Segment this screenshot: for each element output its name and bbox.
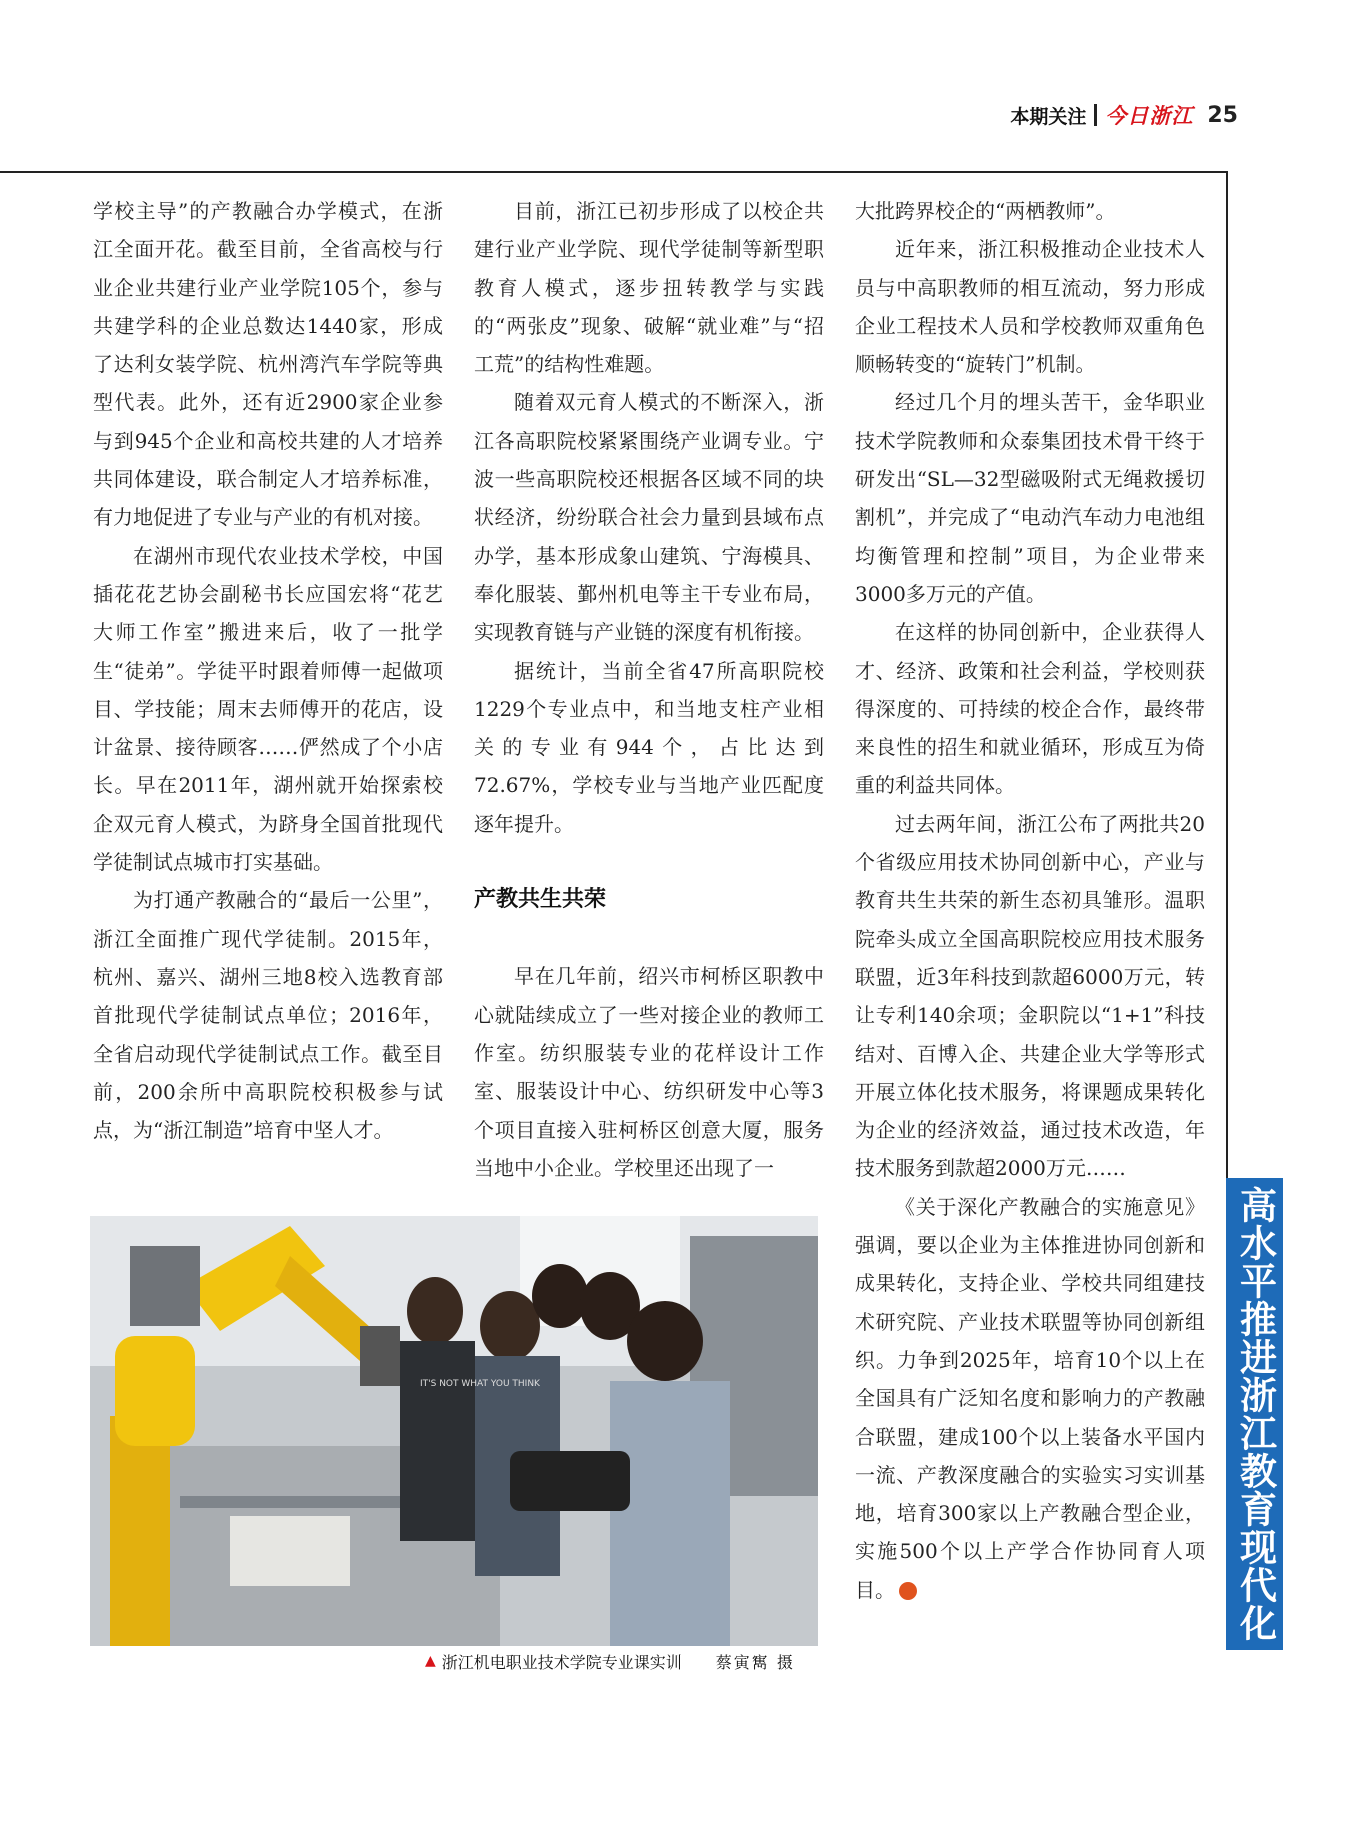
photo-illustration: [90, 1216, 818, 1646]
photo-caption: [90, 1646, 818, 1676]
fixture-plate: [230, 1516, 350, 1586]
section-subheading: 产教共生共荣: [474, 887, 607, 913]
paragraph: 随着双元育人模式的不断深入，浙江各高职院校紧紧围绕产业调专业。宁波一些高职院校还根据各区域不同的块状经济，纷纷联合社会力量到县域布点办学，基本形成象山建筑、宁海模具、奉化服装、鄞州机电等主干专业布局，实现教育链与产业链的深度有机衔接。: [474, 390, 824, 645]
paragraph: 大批跨界校企的“两栖教师”。: [855, 199, 1116, 223]
paragraph: 目前，浙江已初步形成了以校企共建行业产业学院、现代学徒制等新型职教育人模式，逐步扭转教学与实践的“两张皮”现象、破解“就业难”与“招工荒”的结构性难题。: [474, 199, 824, 377]
paragraph: 近年来，浙江积极推动企业技术人员与中高职教师的相互流动，努力形成企业工程技术人员和学校教师双重角色顺畅转变的“旋转门”机制。: [855, 237, 1205, 377]
text-column-1: [93, 192, 443, 1149]
paragraph: 过去两年间，浙江公布了两批共20个省级应用技术协同创新中心，产业与教育共生共荣的新生态初具雏形。温职院牵头成立全国高职院校应用技术服务联盟，近3年科技到款超6000万元，转让专利140余项；金职院以“1+1”科技结对、百博入企、共建企业大学等形式开展立体化技术服务，将课题成果转化为企业的经济效益，通过技术改造，年技术服务到款超2000万元……: [855, 811, 1205, 1181]
header-separator: [1094, 104, 1097, 126]
paragraph: 在这样的协同创新中，企业获得人才、经济、政策和社会利益，学校则获得深度的、可持续的校企合作，最终带来良性的招生和就业循环，形成互为倚重的利益共同体。: [855, 620, 1205, 798]
lab-photo: [90, 1216, 818, 1646]
text-column-3: [855, 192, 1205, 1609]
text-column-2: [474, 192, 824, 1187]
paragraph: 据统计，当前全省47所高职院校1229个专业点中，和当地支柱产业相关的专业有944个，占比达到72.67%，学校专业与当地产业匹配度逐年提升。: [474, 658, 824, 836]
caption-text: 浙江机电职业技术学院专业课实训: [441, 1652, 682, 1672]
top-rule: [0, 171, 1228, 173]
brand-logo: 今日浙江: [1105, 104, 1194, 128]
paragraph: 经过几个月的埋头苦干，金华职业技术学院教师和众泰集团技术骨干终于研发出“SL—32型磁吸附式无绳救援切割机”，并完成了“电动汽车动力电池组均衡管理和控制”项目，为企业带来3000多万元的产值。: [855, 390, 1205, 606]
paragraph: [855, 1188, 1205, 1609]
paragraph: 为打通产教融合的“最后一公里”，浙江全面推广现代学徒制。2015年，杭州、嘉兴、湖州三地8校入选教育部首批现代学徒制试点单位；2016年，全省启动现代学徒制试点工作。截至目前，200余所中高职院校积极参与试点，为“浙江制造”培育中坚人才。: [93, 888, 443, 1143]
topic-banner: 高水平推进浙江教育现代化: [1226, 1178, 1283, 1650]
section-label: 本期关注: [1010, 105, 1087, 128]
paragraph: 早在几年前，绍兴市柯桥区职教中心就陆续成立了一些对接企业的教师工作室。纺织服装专业的花样设计工作室、服装设计中心、纺织研发中心等3个项目直接入驻柯桥区创意大厦，服务当地中小企业。学校里还出现了一: [474, 964, 824, 1180]
side-rule: [1226, 171, 1228, 1181]
paragraph-text: 《关于深化产教融合的实施意见》强调，要以企业为主体推进协同创新和成果转化，支持企业、学校共同组建技术研究院、产业技术联盟等协同创新组织。力争到2025年，培育10个以上在全国具有广泛知名度和影响力的产教融合联盟，建成100个以上装备水平国内一流、产教深度融合的实验实习实训基地，培育300家以上产教融合型企业，实施500个以上产学合作协同育人项目。: [855, 1194, 1205, 1602]
paragraph: 学校主导”的产教融合办学模式，在浙江全面开花。截至目前，全省高校与行业企业共建行业产业学院105个，参与共建学科的企业总数达1440家，形成了达利女装学院、杭州湾汽车学院等典型代表。此外，还有近2900家企业参与到945个企业和高校共建的人才培养共同体建设，联合制定人才培养标准，有力地促进了专业与产业的有机对接。: [93, 199, 443, 530]
photo-credit: 蔡寅寯 摄: [715, 1652, 795, 1672]
page-header: [1010, 100, 1238, 130]
tshirt-text: IT'S NOT WHAT YOU THINK: [420, 1379, 540, 1389]
caption-triangle-icon: ▲: [425, 1653, 436, 1669]
end-mark-icon: [899, 1582, 917, 1600]
page-number: 25: [1207, 102, 1238, 128]
paragraph: 在湖州市现代农业技术学校，中国插花花艺协会副秘书长应国宏将“花艺大师工作室”搬进来后，收了一批学生“徒弟”。学徒平时跟着师傅一起做项目、学技能；周末去师傅开的花店，设计盆景、接待顾客……俨然成了个小店长。早在2011年，湖州就开始探索校企双元育人模式，为跻身全国首批现代学徒制试点城市打实基础。: [93, 543, 443, 875]
